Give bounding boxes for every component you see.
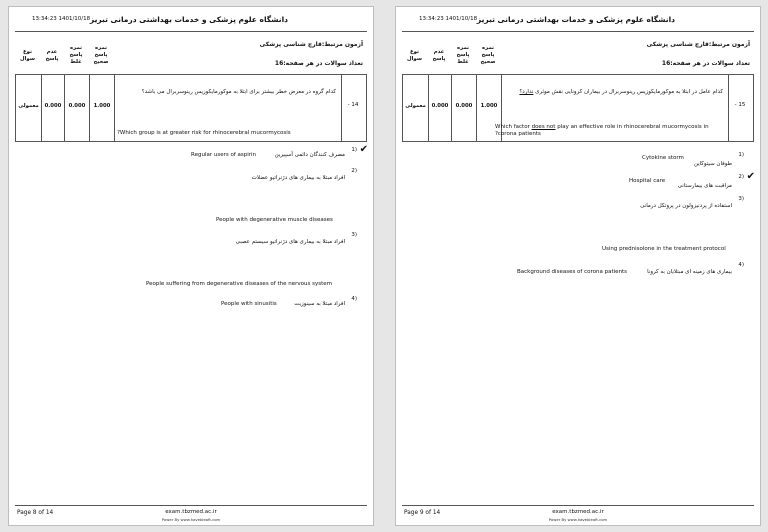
exam-title: آزمون مرتبط:قارچ شناسی پزشکی [646,41,750,48]
score-column-headers [402,45,500,75]
question-count: تعداد سوالات در هر صفحه:16 [274,60,363,67]
option-4-number: 4) [351,296,357,302]
question-type: معمولی [18,103,39,109]
footer-site: exam.tbzmed.ac.ir [552,509,604,515]
col-correct-header: نمره پاسخ صحیح [93,45,109,65]
header-divider [15,31,367,32]
university-title: دانشگاه علوم پزشکی و خدمات بهداشتی درمانی تبریز [89,15,288,24]
option-2-number: 2) [738,174,744,180]
col-type-header: نوع سوال [407,49,422,62]
footer-powered-by: Power By www.havebleoft.com [161,517,221,522]
footer-divider [402,505,754,506]
option-2-fa[interactable]: افراد مبتلا به بیماری های دژنراتیو عضلات [251,175,345,181]
col-no-answer-header: عدم پاسخ [432,49,446,62]
option-3-fa[interactable]: افراد مبتلا به بیماری های دژنراتیو سیستم عصبی [235,239,345,245]
option-4-fa[interactable]: بیماری های زمینه ای مبتلایان به کرونا [647,269,732,275]
page-number: Page 8 of 14 [17,510,54,516]
col-wrong-header: نمره پاسخ غلط [456,45,470,65]
col-no-answer-header: عدم پاسخ [45,49,59,62]
question-text-fa: کدام عامل در ابتلا به موکورمایکوزیس رینوسربرال در بیماران کرونایی نقش موثری ندارد؟ [519,89,723,95]
option-3-number: 3) [738,196,744,202]
university-title: دانشگاه علوم پزشکی و خدمات بهداشتی درمانی تبریز [476,15,675,24]
option-4-number: 4) [738,262,744,268]
no-answer-score: 0.000 [431,103,449,109]
question-number: - 15 [734,102,746,108]
option-2-fa[interactable]: مراقبت های بیمارستانی [677,183,732,189]
question-box [15,74,367,142]
option-4-fa[interactable]: افراد مبتلا به سینوزیت [294,301,345,307]
score-column-headers [15,45,113,75]
option-1-fa[interactable]: مصرف کنندگان دائمی آسپیرین [274,152,345,158]
option-3-en[interactable]: People suffering from degenerative diseases of the nervous system [146,281,332,287]
option-2-en[interactable]: People with degenerative muscle diseases [216,217,333,223]
question-text-fa: کدام گروه در معرض خطر بیشتر برای ابتلا به موکورمایکوزیس رینوسربرال می باشد؟ [141,89,336,95]
footer-divider [15,505,367,506]
wrong-score: 0.000 [68,103,86,109]
option-4-en[interactable]: People with sinusitis [221,301,277,307]
option-1-en[interactable]: Cytokine storm [642,155,684,161]
wrong-score: 0.000 [455,103,473,109]
correct-score: 1.000 [93,103,111,109]
exam-page-9 [395,6,761,526]
option-3-number: 3) [351,232,357,238]
footer-powered-by: Power By www.havebleoft.com [548,517,608,522]
col-wrong-header: نمره پاسخ غلط [69,45,83,65]
correct-score: 1.000 [480,103,498,109]
question-number: - 14 [347,102,359,108]
option-2-en[interactable]: Hospital care [629,178,666,184]
option-2-number: 2) [351,168,357,174]
question-text-en: Which factor does not play an effective role in rhinocerebral mucormycosis in ?corona patients [495,124,709,137]
option-3-fa[interactable]: استفاده از پردنیزولون در پروتکل درمانی [640,203,732,209]
header-divider [402,31,754,32]
exam-title: آزمون مرتبط:قارچ شناسی پزشکی [259,41,363,48]
option-1-number: 1) [738,152,744,158]
col-type-header: نوع سوال [20,49,35,62]
question-count: تعداد سوالات در هر صفحه:16 [661,60,750,67]
question-box [402,74,754,142]
option-1-en[interactable]: Regular users of aspirin [191,152,257,158]
option-3-en[interactable]: Using prednisolone in the treatment protocol [602,246,726,252]
check-icon: ✔ [359,144,368,155]
option-1-fa[interactable]: طوفان سیتوکاین [693,161,732,167]
footer-site: exam.tbzmed.ac.ir [165,509,217,515]
no-answer-score: 0.000 [44,103,62,109]
exam-page-8 [8,6,374,526]
option-4-en[interactable]: Background diseases of corona patients [517,269,628,275]
col-correct-header: نمره پاسخ صحیح [480,45,496,65]
page-number: Page 9 of 14 [404,510,441,516]
timestamp: 13:34:23 1401/10/18 [419,16,478,22]
option-1-number: 1) [351,147,357,153]
check-icon: ✔ [746,171,755,182]
question-type: معمولی [405,103,426,109]
timestamp: 13:34:23 1401/10/18 [32,16,91,22]
question-text-en: ?Which group is at greater risk for rhinocerebral mucormycosis [117,130,291,136]
